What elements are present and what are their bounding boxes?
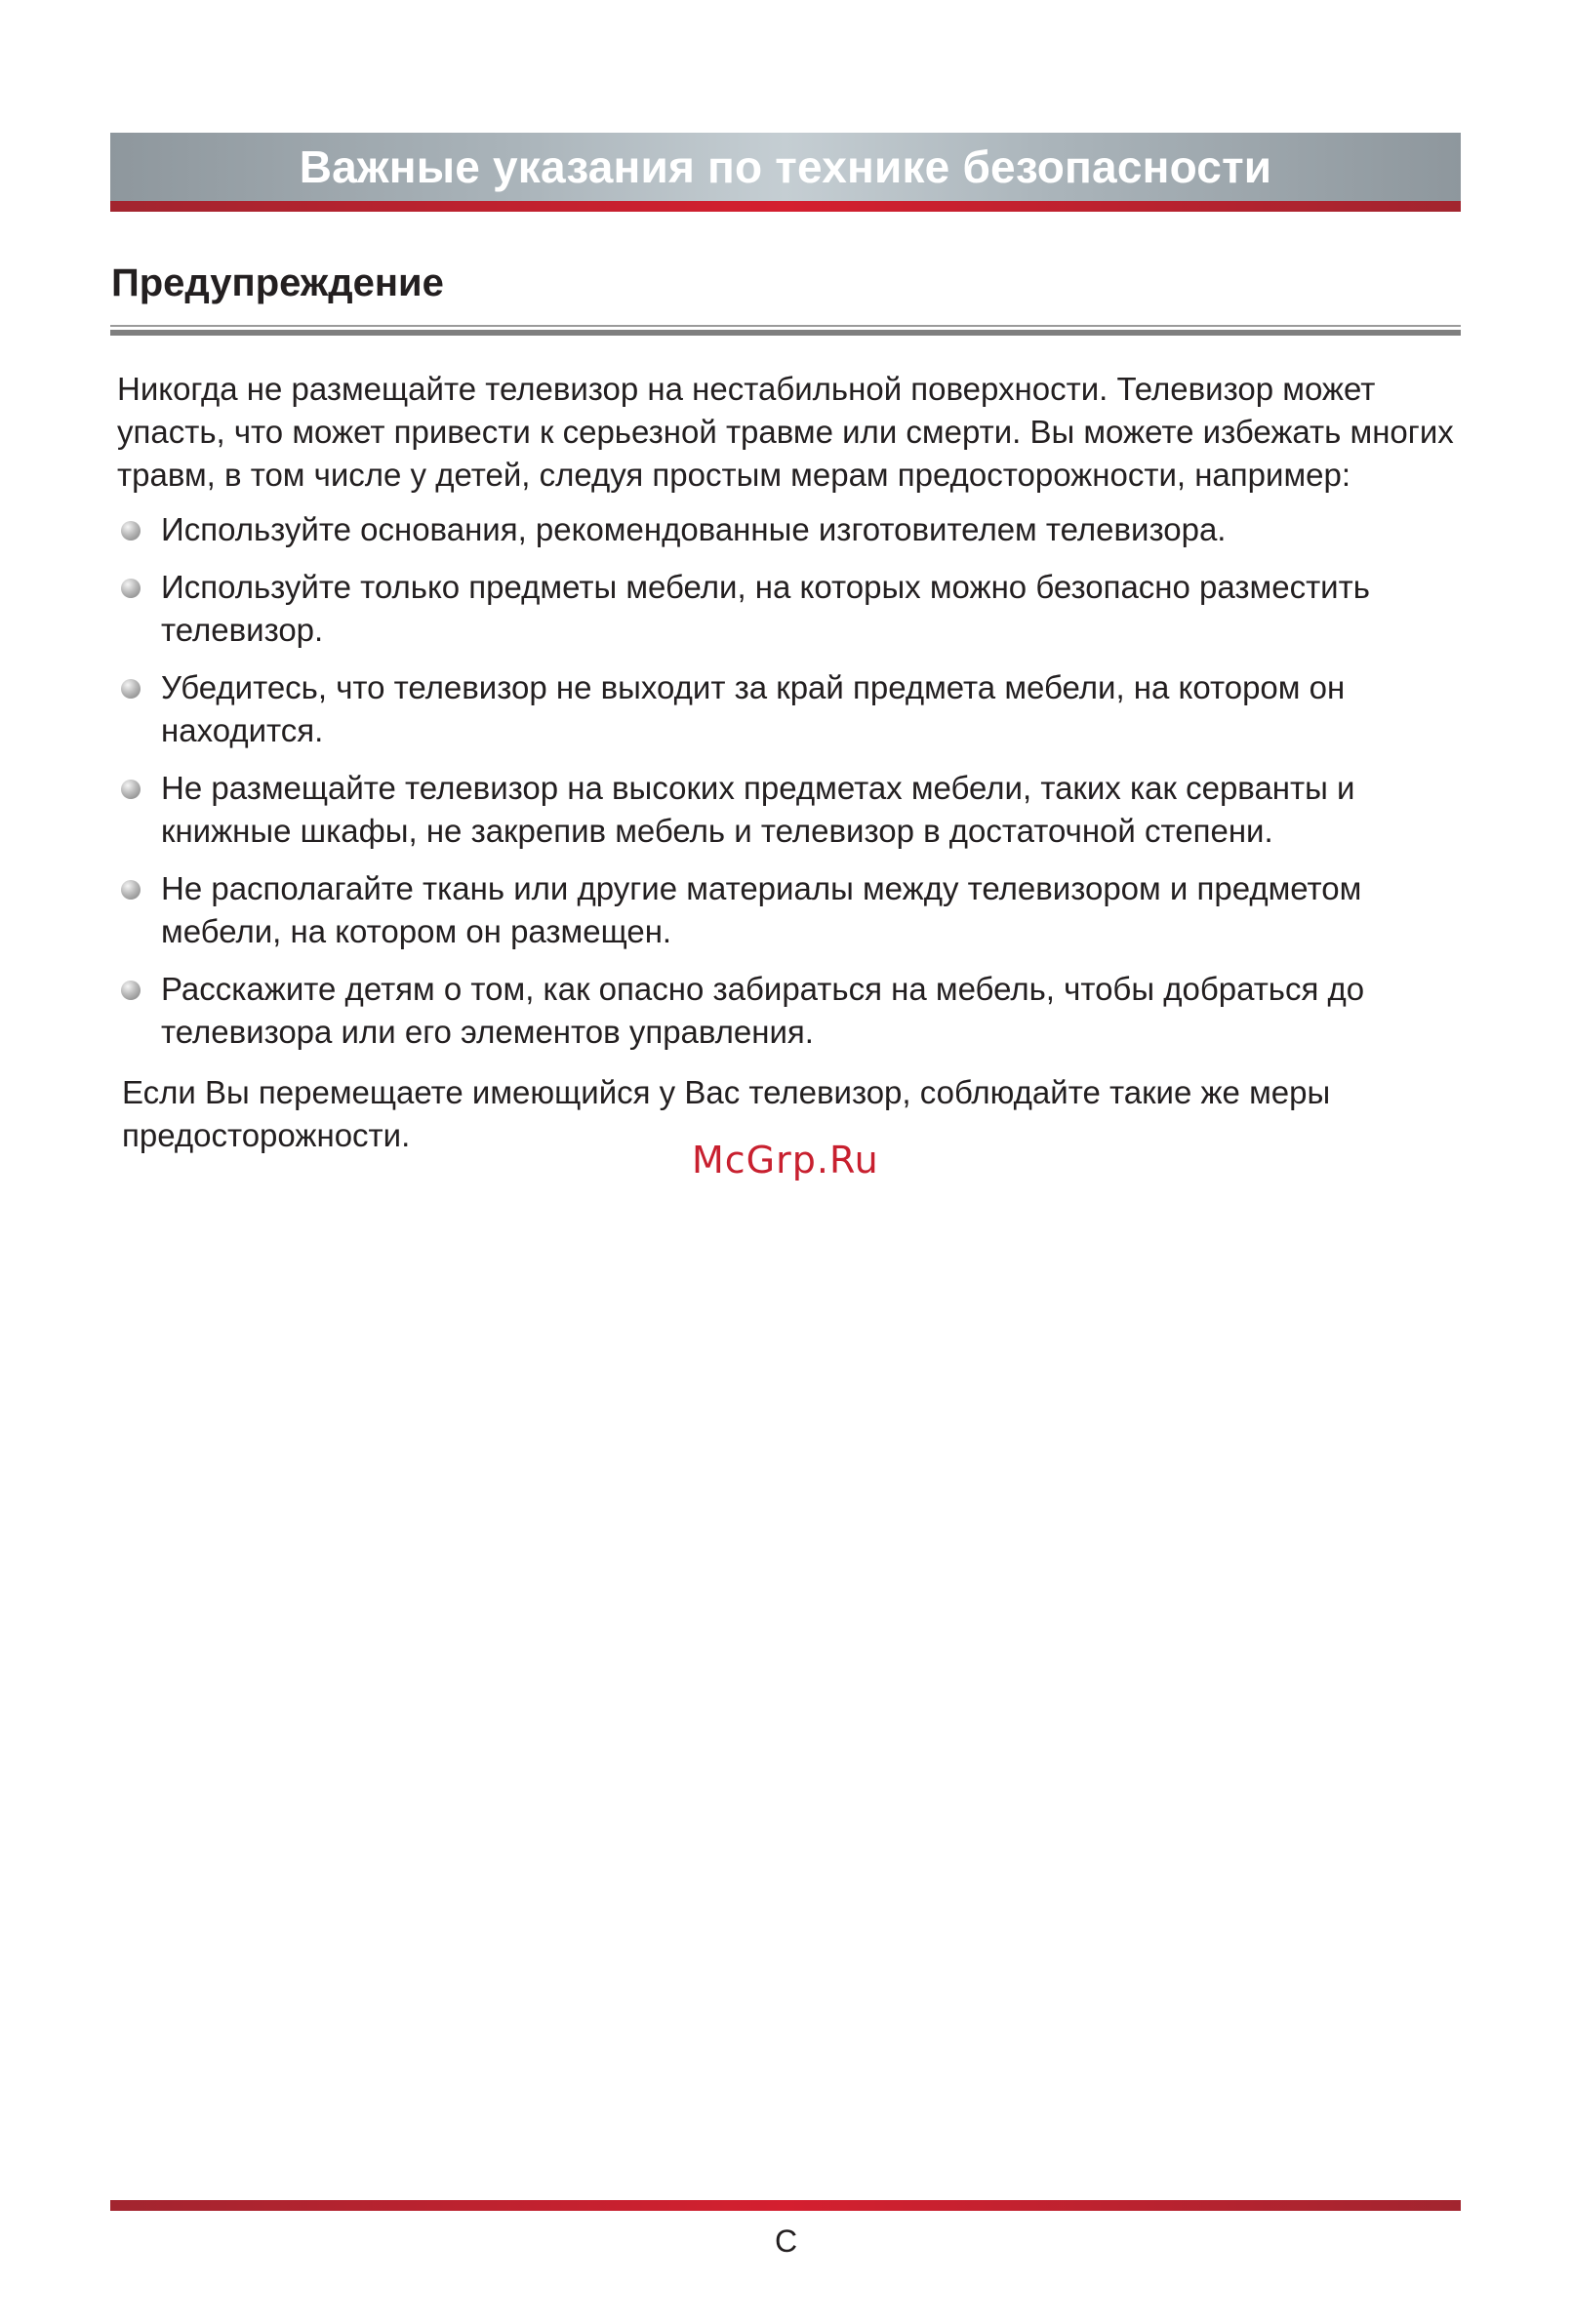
watermark: McGrp.Ru xyxy=(692,1139,879,1182)
bullet-icon xyxy=(121,521,141,541)
list-item xyxy=(117,666,1459,752)
intro-paragraph: Никогда не размещайте телевизор на нестабильной поверхности. Телевизор может упасть, что может привести к серьезной травме или смерти. Вы можете избежать многих травм, в том числе у детей, следуя простым мерам предосторожности, например: xyxy=(117,371,1454,493)
list-item xyxy=(117,867,1459,953)
page-number: C xyxy=(774,2224,798,2259)
list-item xyxy=(117,566,1459,652)
list-item-text: Не размещайте телевизор на высоких предметах мебели, таких как серванты и книжные шкафы, не закрепив мебель и телевизор в достаточной степени. xyxy=(161,770,1355,849)
precautions-list xyxy=(117,508,1459,1054)
bullet-icon xyxy=(121,780,141,799)
header-title: Важные указания по технике безопасности xyxy=(299,141,1272,192)
section-divider-thick xyxy=(110,330,1461,336)
list-item xyxy=(117,968,1459,1054)
bullet-icon xyxy=(121,981,141,1000)
page-header xyxy=(110,133,1461,212)
list-item-text: Используйте основания, рекомендованные изготовителем телевизора. xyxy=(161,511,1227,547)
header-red-bar xyxy=(110,201,1461,212)
section-divider-thin xyxy=(110,325,1461,327)
list-item-text: Не располагайте ткань или другие материалы между телевизором и предметом мебели, на котором он размещен. xyxy=(161,870,1362,949)
list-item xyxy=(117,508,1459,551)
footer-red-bar xyxy=(110,2200,1461,2211)
content-body xyxy=(117,368,1459,1157)
list-item xyxy=(117,767,1459,853)
bullet-icon xyxy=(121,880,141,900)
bullet-icon xyxy=(121,579,141,598)
list-item-text: Используйте только предметы мебели, на которых можно безопасно разместить телевизор. xyxy=(161,569,1370,648)
section-title: Предупреждение xyxy=(111,261,444,304)
list-item-text: Убедитесь, что телевизор не выходит за край предмета мебели, на котором он находится. xyxy=(161,669,1346,748)
closing-paragraph: Если Вы перемещаете имеющийся у Вас телевизор, соблюдайте такие же меры предосторожности. xyxy=(122,1074,1331,1153)
list-item-text: Расскажите детям о том, как опасно забираться на мебель, чтобы добраться до телевизора или его элементов управления. xyxy=(161,971,1365,1050)
bullet-icon xyxy=(121,679,141,699)
